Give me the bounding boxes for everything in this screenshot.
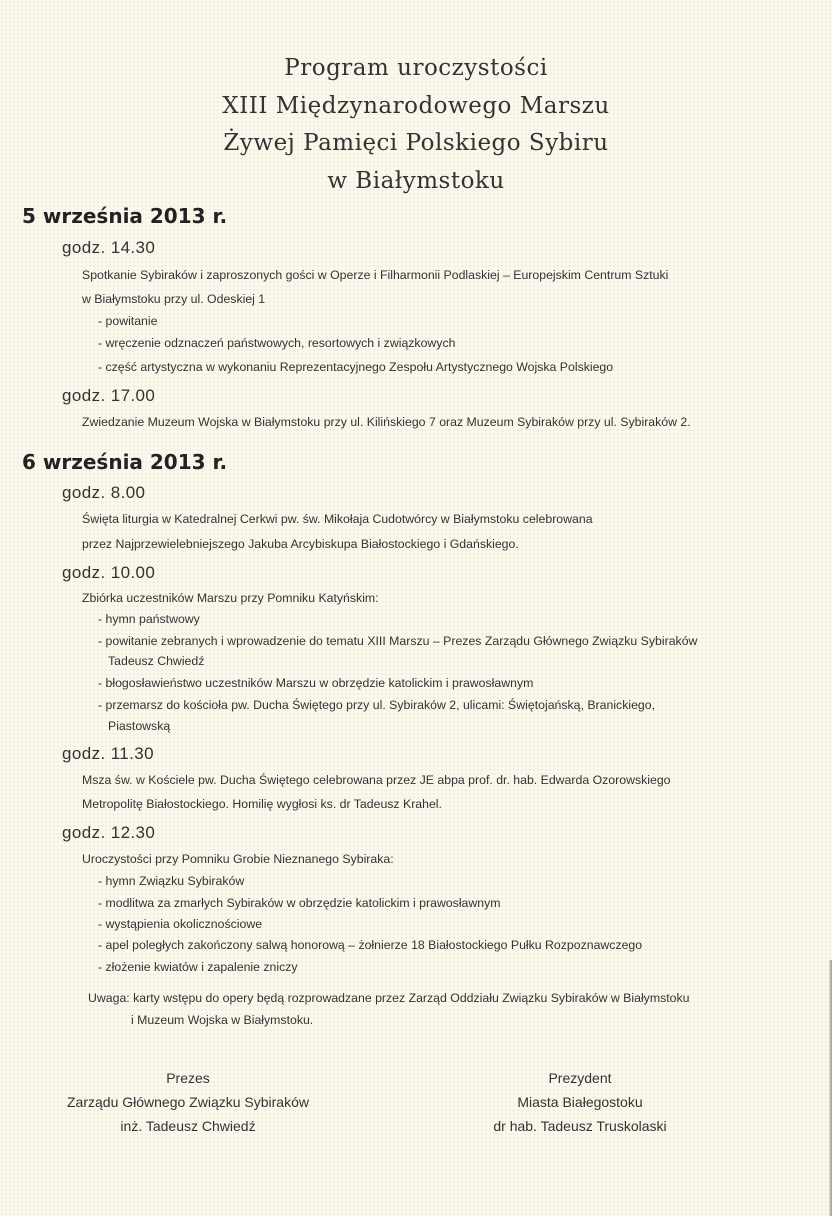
- agenda-item: - przemarsz do kościoła pw. Ducha Świętego przy ul. Sybiraków 2, ulicami: Świętojańską, Branickiego,: [98, 698, 656, 712]
- agenda-item-continuation: Tadeusz Chwiedź: [108, 654, 205, 668]
- agenda-item: - hymn państwowy: [98, 612, 200, 626]
- event-text: przez Najprzewielebniejszego Jakuba Arcybiskupa Białostockiego i Gdańskiego.: [82, 537, 519, 551]
- title-line: w Białymstoku: [327, 167, 505, 194]
- title-line: XIII Międzynarodowego Marszu: [222, 92, 610, 119]
- agenda-item: - powitanie: [98, 314, 158, 328]
- event-time: godz. 14.30: [62, 238, 156, 257]
- event-time: godz. 11.30: [62, 744, 154, 763]
- signature-block-left: [38, 1066, 338, 1138]
- signature-name: dr hab. Tadeusz Truskolaski: [493, 1118, 667, 1134]
- event-time: godz. 12.30: [62, 823, 156, 842]
- note-text: i Muzeum Wojska w Białymstoku.: [131, 1013, 314, 1027]
- agenda-item: - część artystyczna w wykonaniu Reprezentacyjnego Zespołu Artystycznego Wojska Polskiego: [98, 360, 614, 374]
- agenda-item: - hymn Związku Sybiraków: [98, 874, 245, 888]
- event-text: Święta liturgia w Katedralnej Cerkwi pw. św. Mikołaja Cudotwórcy w Białymstoku celebrowana: [82, 512, 593, 526]
- signature-role: Prezes: [166, 1070, 210, 1086]
- event-text: Spotkanie Sybiraków i zaproszonych gości w Operze i Filharmonii Podlaskiej – Europejskim Centrum Sztuki: [82, 268, 669, 282]
- event-text: Msza św. w Kościele pw. Ducha Świętego celebrowana przez JE abpa prof. dr. hab. Edwarda Ozorowskiego: [82, 773, 671, 787]
- event-text: Uroczystości przy Pomniku Grobie Nieznanego Sybiraka:: [82, 852, 394, 866]
- event-text: Zbiórka uczestników Marszu przy Pomniku Katyńskim:: [82, 591, 379, 605]
- day-heading: 6 września 2013 r.: [22, 450, 228, 474]
- event-time: godz. 17.00: [62, 386, 156, 405]
- agenda-item: - błogosławieństwo uczestników Marszu w obrzędzie katolickim i prawosławnym: [98, 676, 534, 690]
- document-title: [0, 50, 832, 200]
- signature-org: Zarządu Głównego Związku Sybiraków: [67, 1094, 309, 1110]
- title-line: Żywej Pamięci Polskiego Sybiru: [223, 130, 609, 156]
- event-text: w Białymstoku przy ul. Odeskiej 1: [82, 292, 266, 306]
- title-line: Program uroczystości: [284, 55, 548, 81]
- note-text: Uwaga: karty wstępu do opery będą rozprowadzane przez Zarząd Oddziału Związku Sybiraków w Białymstoku: [88, 991, 690, 1005]
- agenda-item: - apel poległych zakończony salwą honorową – żołnierze 18 Białostockiego Pułku Rozpoznawczego: [98, 938, 643, 952]
- event-time: godz. 8.00: [62, 483, 146, 502]
- event-text: Zwiedzanie Muzeum Wojska w Białymstoku przy ul. Kilińskiego 7 oraz Muzeum Sybiraków przy ul. Sybiraków 2.: [82, 415, 691, 429]
- agenda-item-continuation: Piastowską: [108, 719, 171, 733]
- agenda-item: - powitanie zebranych i wprowadzenie do tematu XIII Marszu – Prezes Zarządu Głównego Związku Sybiraków: [98, 634, 698, 648]
- day-heading: 5 września 2013 r.: [22, 204, 228, 228]
- signature-org: Miasta Białegostoku: [517, 1094, 643, 1110]
- agenda-item: - modlitwa za zmarłych Sybiraków w obrzędzie katolickim i prawosławnym: [98, 896, 501, 910]
- event-time: godz. 10.00: [62, 563, 156, 582]
- signature-block-right: [430, 1066, 730, 1138]
- event-text: Metropolitę Białostockiego. Homilię wygłosi ks. dr Tadeusz Krahel.: [82, 797, 442, 811]
- agenda-item: - wystąpienia okolicznościowe: [98, 917, 263, 931]
- agenda-item: - wręczenie odznaczeń państwowych, resortowych i związkowych: [98, 336, 456, 350]
- signature-name: inż. Tadeusz Chwiedź: [120, 1118, 256, 1134]
- signature-role: Prezydent: [548, 1070, 612, 1086]
- agenda-item: - złożenie kwiatów i zapalenie zniczy: [98, 960, 298, 974]
